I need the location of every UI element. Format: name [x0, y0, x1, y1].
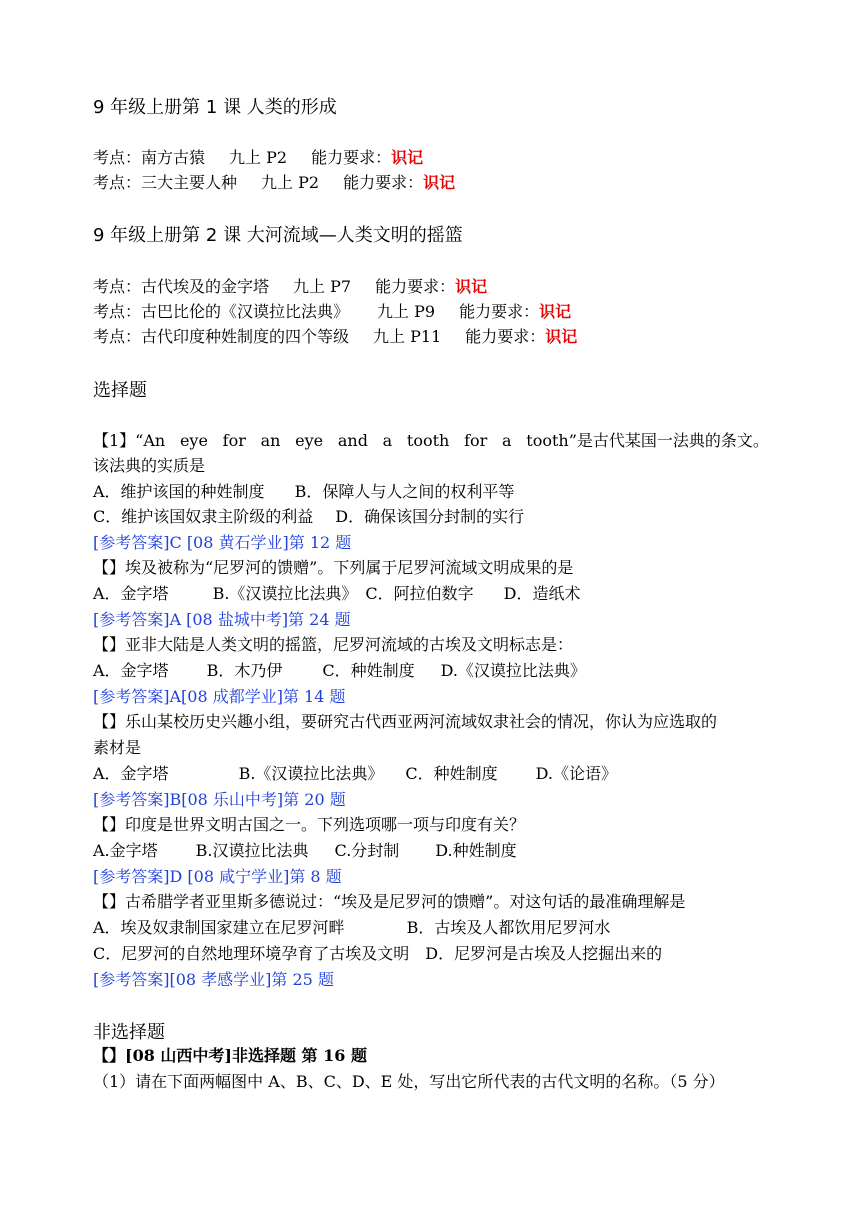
q1-word: eye — [179, 431, 208, 450]
option-c: C．维护该国奴隶主阶级的利益 — [93, 507, 314, 526]
nonchoice-subhead: 【】[08 山西中考]非选择题 第 16 题 — [93, 1046, 367, 1065]
ability-value: 识记 — [545, 327, 578, 346]
option-d: D.种姓制度 — [435, 841, 517, 860]
option-d: D．造纸术 — [503, 584, 581, 603]
q1-options-cd — [93, 507, 524, 527]
q3-options — [93, 661, 586, 681]
q1-word: eye — [295, 431, 324, 450]
point-label: 考点： — [93, 148, 142, 167]
q2-stem: 【】埃及被称为“尼罗河的馈赠”。下列属于尼罗河流域文明成果的是 — [93, 558, 574, 577]
ability-value: 识记 — [391, 148, 424, 167]
option-b: B．木乃伊 — [206, 661, 283, 680]
q1-answer: [参考答案]C [08 黄石学业]第 12 题 — [93, 533, 352, 552]
q6-stem: 【】古希腊学者亚里斯多德说过：“埃及是尼罗河的馈赠”。对这句话的最准确理解是 — [93, 892, 686, 911]
point-page: 九上 P7 — [293, 277, 352, 296]
point-label: 考点： — [93, 327, 142, 346]
option-b: B.汉谟拉比法典 — [195, 841, 309, 860]
q4-stem-line1: 【】乐山某校历史兴趣小组，要研究古代西亚两河流域奴隶社会的情况，你认为应选取的 — [93, 712, 718, 731]
q6-answer: [参考答案][08 孝感学业]第 25 题 — [93, 970, 334, 989]
q3-answer: [参考答案]A[08 成都学业]第 14 题 — [93, 687, 346, 706]
lesson1-heading: 9 年级上册第 1 课 人类的形成 — [93, 97, 337, 118]
option-c: C．尼罗河的自然地理环境孕育了古埃及文明 — [93, 944, 410, 963]
ability-value: 识记 — [455, 277, 488, 296]
ability-label: 能力要求： — [311, 148, 392, 167]
option-b: B.《汉谟拉比法典》 — [238, 764, 384, 783]
q1-word: tooth”是古代某国一法典的条文。 — [526, 431, 769, 450]
lesson2-point-1 — [93, 277, 487, 297]
lesson2-point-3 — [93, 327, 577, 347]
option-c: C.分封制 — [334, 841, 400, 860]
option-d: D.《论语》 — [535, 764, 618, 783]
q1-word: tooth — [406, 431, 450, 450]
point-page: 九上 P2 — [229, 148, 288, 167]
lesson2-heading: 9 年级上册第 2 课 大河流域—人类文明的摇篮 — [93, 225, 463, 246]
option-b: B．古埃及人都饮用尼罗河水 — [406, 918, 611, 937]
option-a: A．金字塔 — [93, 661, 169, 680]
lesson1-point-2 — [93, 173, 455, 193]
q1-word: 【1】“An — [93, 431, 166, 450]
q2-answer: [参考答案]A [08 盐城中考]第 24 题 — [93, 610, 351, 629]
option-d: D.《汉谟拉比法典》 — [440, 661, 586, 680]
q5-answer: [参考答案]D [08 咸宁学业]第 8 题 — [93, 867, 342, 886]
q1-word: and — [337, 431, 368, 450]
option-b: B.《汉谟拉比法典》 — [212, 584, 358, 603]
q1-stem-line1 — [93, 431, 769, 451]
option-a: A．埃及奴隶制国家建立在尼罗河畔 — [93, 918, 345, 937]
point-topic: 古巴比伦的《汉谟拉比法典》 — [141, 302, 350, 321]
q1-word: a — [382, 431, 393, 450]
lesson2-point-2 — [93, 302, 571, 322]
q1-word: for — [464, 431, 488, 450]
q5-stem: 【】印度是世界文明古国之一。下列选项哪一项与印度有关？ — [93, 815, 526, 834]
point-page: 九上 P2 — [261, 173, 320, 192]
nonchoice-q1: （1）请在下面两幅图中 A、B、C、D、E 处，写出它所代表的古代文明的名称。（5 分） — [93, 1072, 725, 1091]
q4-options — [93, 764, 617, 784]
nonchoice-section-title: 非选择题 — [93, 1022, 165, 1043]
q4-stem-line2: 素材是 — [93, 738, 142, 757]
point-topic: 古代埃及的金字塔 — [141, 277, 270, 296]
option-a: A.金字塔 — [93, 841, 158, 860]
q6-options-cd — [93, 944, 662, 964]
lesson1-point-1 — [93, 148, 423, 168]
q4-answer: [参考答案]B[08 乐山中考]第 20 题 — [93, 790, 346, 809]
q1-options-ab — [93, 482, 514, 502]
ability-label: 能力要求： — [459, 302, 540, 321]
ability-label: 能力要求： — [375, 277, 456, 296]
ability-label: 能力要求： — [465, 327, 546, 346]
option-a: A．金字塔 — [93, 584, 169, 603]
point-page: 九上 P9 — [377, 302, 436, 321]
option-c: C．种姓制度 — [322, 661, 415, 680]
point-label: 考点： — [93, 302, 142, 321]
point-topic: 南方古猿 — [141, 148, 206, 167]
q5-options — [93, 841, 517, 861]
ability-value: 识记 — [423, 173, 456, 192]
q2-options — [93, 584, 581, 604]
point-label: 考点： — [93, 277, 142, 296]
option-d: D．尼罗河是古埃及人挖掘出来的 — [425, 944, 663, 963]
choice-section-title: 选择题 — [93, 380, 147, 401]
q6-options-ab — [93, 918, 610, 938]
q1-word: an — [260, 431, 281, 450]
q1-word: for — [222, 431, 246, 450]
q1-stem-line2: 该法典的实质是 — [93, 456, 206, 475]
option-c: C．种姓制度 — [405, 764, 498, 783]
ability-value: 识记 — [539, 302, 572, 321]
option-a: A．金字塔 — [93, 764, 169, 783]
point-topic: 三大主要人种 — [141, 173, 238, 192]
ability-label: 能力要求： — [343, 173, 424, 192]
point-label: 考点： — [93, 173, 142, 192]
point-topic: 古代印度种姓制度的四个等级 — [141, 327, 350, 346]
q3-stem: 【】亚非大陆是人类文明的摇篮，尼罗河流域的古埃及文明标志是： — [93, 635, 574, 654]
option-c: C．阿拉伯数字 — [365, 584, 474, 603]
option-a: A．维护该国的种姓制度 — [93, 482, 265, 501]
option-b: B．保障人与人之间的权利平等 — [294, 482, 515, 501]
q1-word: a — [502, 431, 512, 450]
option-d: D．确保该国分封制的实行 — [335, 507, 525, 526]
point-page: 九上 P11 — [373, 327, 442, 346]
